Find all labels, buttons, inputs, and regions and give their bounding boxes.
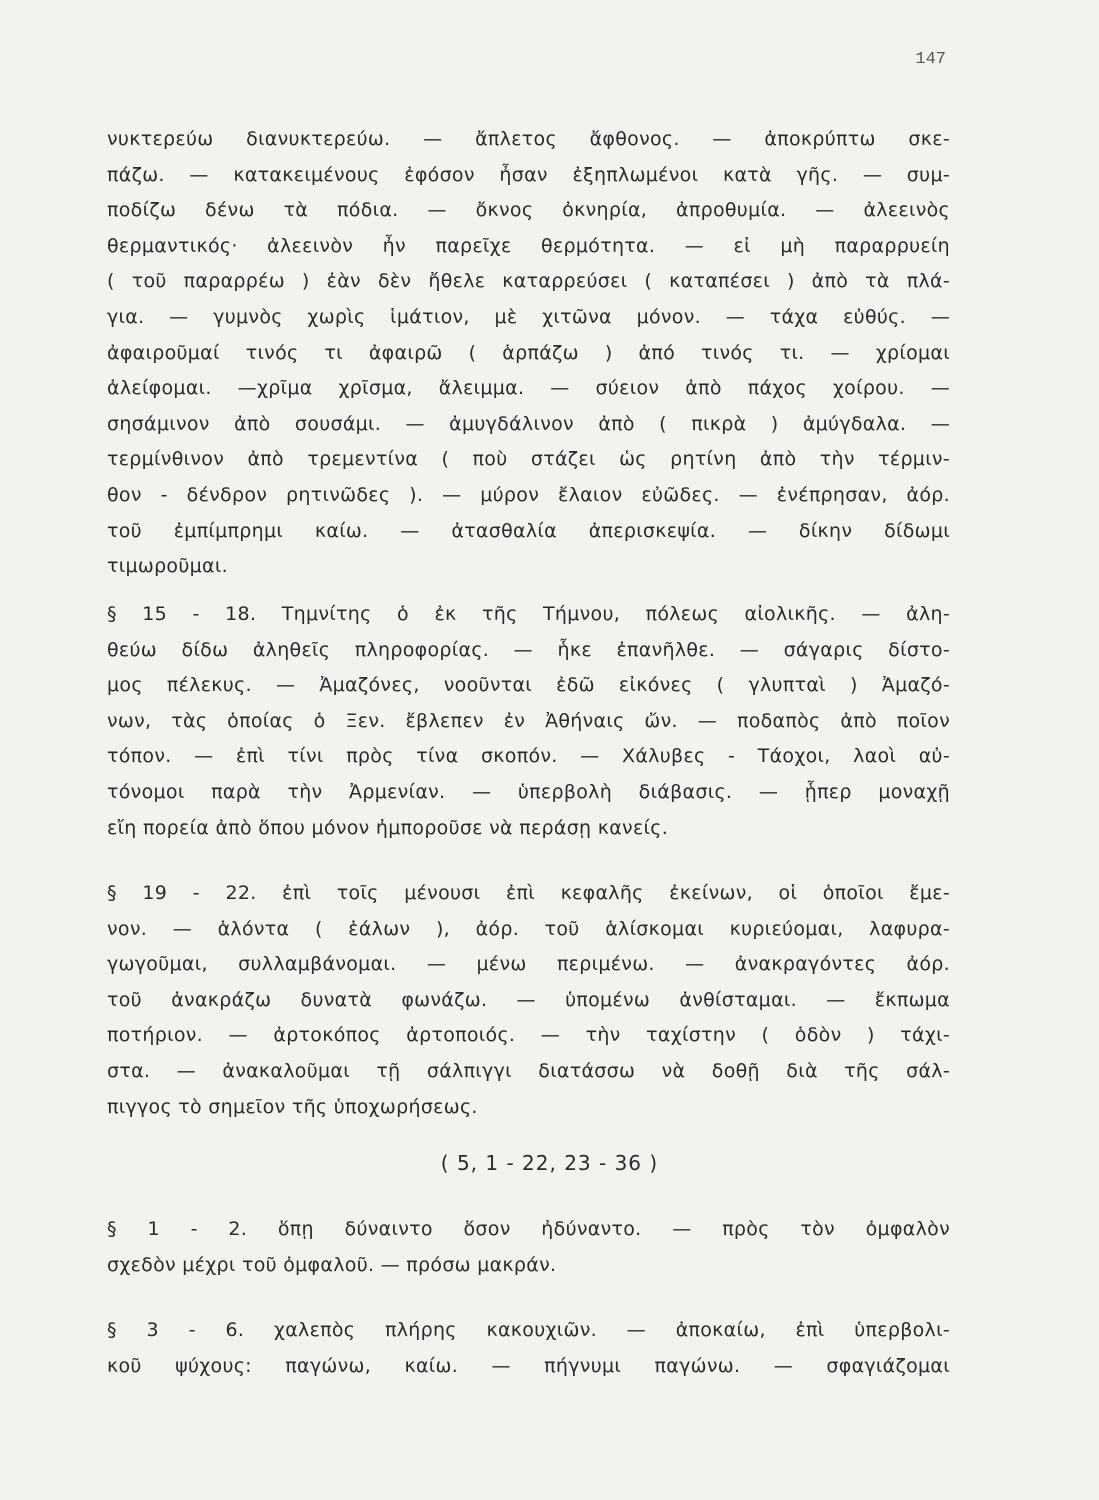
text-line: ἀλείφομαι. —χρῖμα χρῖσμα, ἄλειμμα. — σύειον ἀπὸ πάχος χοίρου. — [107,377,950,400]
text-line: § 15 - 18. Τημνίτης ὁ ἐκ τῆς Τήμνου, πόλεως αἰολικῆς. — ἀλη- [107,603,950,625]
text-line: πιγγος τὸ σημεῖον τῆς ὑποχωρήσεως. [107,1095,478,1118]
text-line: εἴη πορεία ἀπὸ ὅπου μόνον ἠμποροῦσε νὰ περάσῃ κανείς. [107,816,669,839]
text-line: ποτήριον. — ἀρτοκόπος ἀρτοποιός. — τὴν ταχίστην ( ὁδὸν ) τάχι- [107,1024,950,1047]
page-number: 147 [915,50,946,69]
text-line: στα. — ἀνακαλοῦμαι τῇ σάλπιγγι διατάσσω νὰ δοθῇ διὰ τῆς σάλ- [107,1059,950,1082]
text-line: τόνομοι παρὰ τὴν Ἀρμενίαν. — ὑπερβολὴ διάβασις. — ᾗπερ μοναχῇ [107,780,950,803]
text-line: ἀφαιροῦμαί τινός τι ἀφαιρῶ ( ἁρπάζω ) ἀπό τινός τι. — χρίομαι [107,341,950,364]
text-line: τιμωροῦμαι. [107,555,228,578]
text-line: νων, τὰς ὁποίας ὁ Ξεν. ἔβλεπεν ἐν Ἀθήναις ὤν. — ποδαπὸς ἀπὸ ποῖον [107,709,950,732]
text-line: τοῦ ἀνακράζω δυνατὰ φωνάζω. — ὑπομένω ἀνθίσταμαι. — ἔκπωμα [107,988,950,1011]
text-line: σχεδὸν μέχρι τοῦ ὀμφαλοῦ. — πρόσω μακράν. [107,1253,557,1276]
section-heading: ( 5, 1 - 22, 23 - 36 ) [440,1151,659,1175]
paragraph-glossary-1 [107,122,950,585]
text-line: ( τοῦ παραρρέω ) ἐὰν δὲν ἤθελε καταρρεύσει ( καταπέσει ) ἀπὸ τὰ πλά- [107,270,950,293]
text-line: θον - δένδρον ρητινῶδες ). — μύρον ἔλαιον εὐῶδες. — ἐνέπρησαν, ἀόρ. [107,483,950,506]
text-line: ποδίζω δένω τὰ πόδια. — ὄκνος ὀκνηρία, ἀπροθυμία. — ἀλεεινὸς [107,199,950,222]
paragraph-section-1-2 [107,1212,950,1283]
text-line: σησάμινον ἀπὸ σουσάμι. — ἀμυγδάλινον ἀπὸ ( πικρὰ ) ἀμύγδαλα. — [107,412,950,435]
paragraph-section-19-22 [107,876,950,1125]
text-line: για. — γυμνὸς χωρὶς ἱμάτιον, μὲ χιτῶνα μόνον. — τάχα εὐθύς. — [107,305,950,328]
paragraph-section-15-18 [107,597,950,846]
text-line: κοῦ ψύχους: παγώνω, καίω. — πήγνυμι παγώνω. — σφαγιάζομαι [107,1354,950,1377]
text-line: πάζω. — κατακειμένους ἐφόσον ἦσαν ἐξηπλωμένοι κατὰ γῆς. — συμ- [107,163,950,186]
text-line: § 1 - 2. ὅπῃ δύναιντο ὅσον ἠδύναντο. — πρὸς τὸν ὀμφαλὸν [107,1218,950,1240]
text-line: νον. — ἁλόντα ( ἑάλων ), ἀόρ. τοῦ ἁλίσκομαι κυριεύομαι, λαφυρα- [107,917,950,940]
text-line: τοῦ ἐμπίμπρημι καίω. — ἀτασθαλία ἀπερισκεψία. — δίκην δίδωμι [107,519,950,542]
paragraph-section-3-6 [107,1313,950,1384]
text-line: θεύω δίδω ἀληθεῖς πληροφορίας. — ἧκε ἐπανῆλθε. — σάγαρις δίστο- [107,638,950,661]
text-line: γωγοῦμαι, συλλαμβάνομαι. — μένω περιμένω. — ἀνακραγόντες ἀόρ. [107,953,950,976]
text-line: θερμαντικός· ἀλεεινὸν ἦν παρεῖχε θερμότητα. — εἰ μὴ παραρρυείη [107,234,950,257]
text-line: τόπον. — ἐπὶ τίνι πρὸς τίνα σκοπόν. — Χάλυβες - Τάοχοι, λαοὶ αὐ- [107,745,950,768]
text-line: τερμίνθινον ἀπὸ τρεμεντίνα ( ποὺ στάζει ὡς ρητίνη ἀπὸ τὴν τέρμιν- [107,448,950,471]
text-line: § 19 - 22. ἐπὶ τοῖς μένουσι ἐπὶ κεφαλῆς ἐκείνων, οἱ ὁποῖοι ἔμε- [107,882,950,904]
text-line: μος πέλεκυς. — Ἀμαζόνες, νοοῦνται ἐδῶ εἰκόνες ( γλυπταὶ ) Ἀμαζό- [107,674,950,697]
text-line: § 3 - 6. χαλεπὸς πλήρης κακουχιῶν. — ἀποκαίω, ἐπὶ ὑπερβολι- [107,1319,950,1341]
text-line: νυκτερεύω διανυκτερεύω. — ἄπλετος ἄφθονος. — ἀποκρύπτω σκε- [107,128,950,150]
